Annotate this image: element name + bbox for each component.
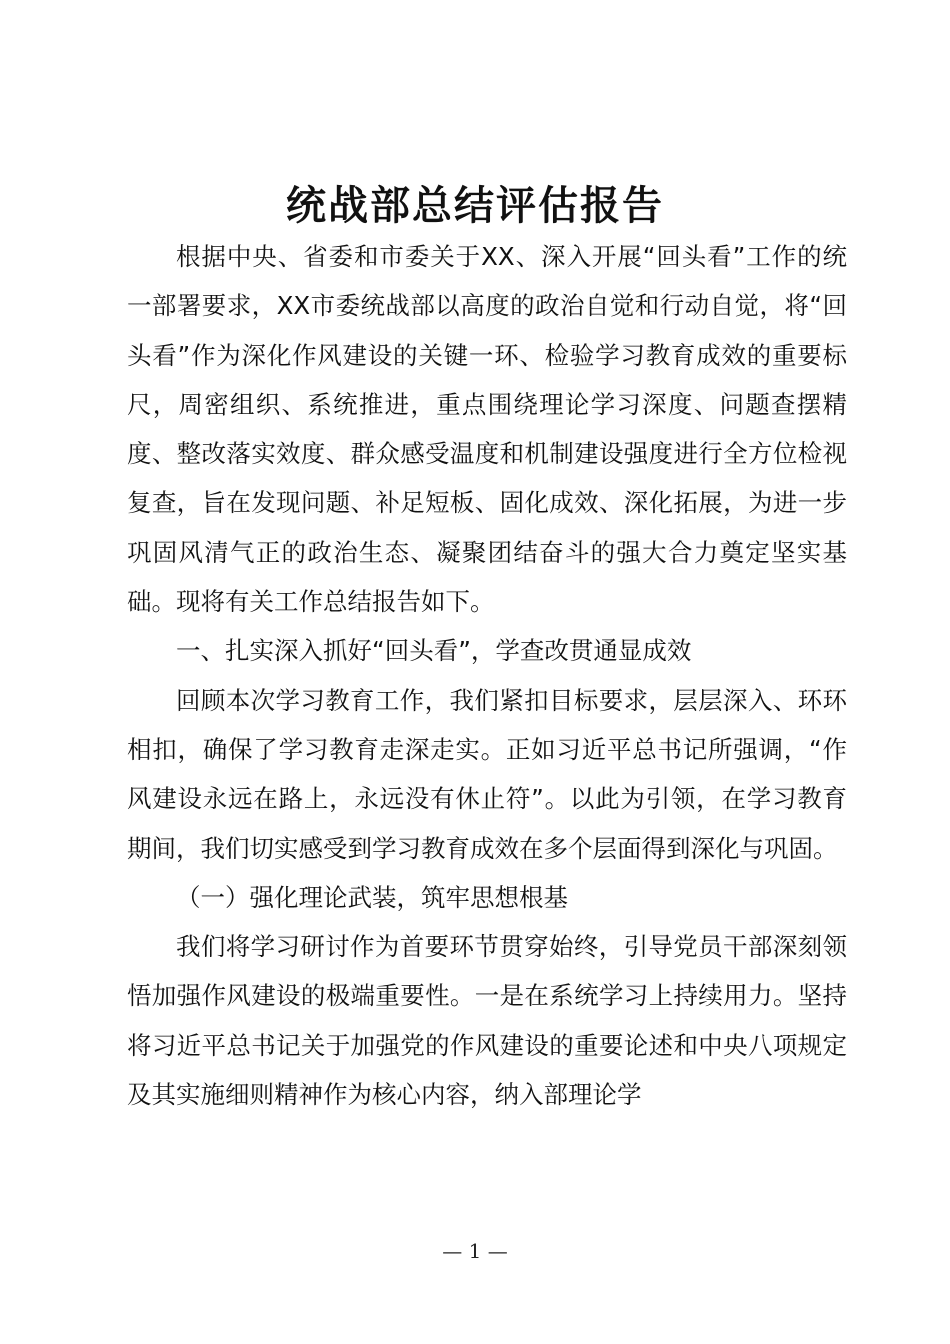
subsection-heading-1: （一）强化理论武装，筑牢思想根基 [176,882,568,912]
section-1-paragraph: 回顾本次学习教育工作，我们紧扣目标要求，层层深入、环环相扣，确保了学习教育走深走实。正如习近平总书记所强调，“作风建设永远在路上，永远没有休止符”。以此为引领，在学习教育期间，我们切实感受到学习教育成效在多个层面得到深化与巩固。 [127,685,847,863]
intro-paragraph: 根据中央、省委和市委关于XX、深入开展“回头看”工作的统一部署要求，XX市委统战部以高度的政治自觉和行动自觉，将“回头看”作为深化作风建设的关键一环、检验学习教育成效的重要标尺，周密组织、系统推进，重点围绕理论学习深度、问题查摆精度、整改落实效度、群众感受温度和机制建设强度进行全方位检视复查，旨在发现问题、补足短板、固化成效、深化拓展，为进一步巩固风清气正的政治生态、凝聚团结奋斗的强大合力奠定坚实基础。现将有关工作总结报告如下。 [127,242,847,617]
subsection-1-paragraph: 我们将学习研讨作为首要环节贯穿始终，引导党员干部深刻领悟加强作风建设的极端重要性。一是在系统学习上持续用力。坚持将习近平总书记关于加强党的作风建设的重要论述和中央八项规定及其实施细则精神作为核心内容，纳入部理论学 [127,932,847,1110]
section-heading-1: 一、扎实深入抓好“回头看”，学查改贯通显成效 [176,636,692,666]
document-title: 统战部总结评估报告 [286,182,664,229]
page-number: — 1 — [442,1239,508,1263]
document-body [127,232,847,1119]
